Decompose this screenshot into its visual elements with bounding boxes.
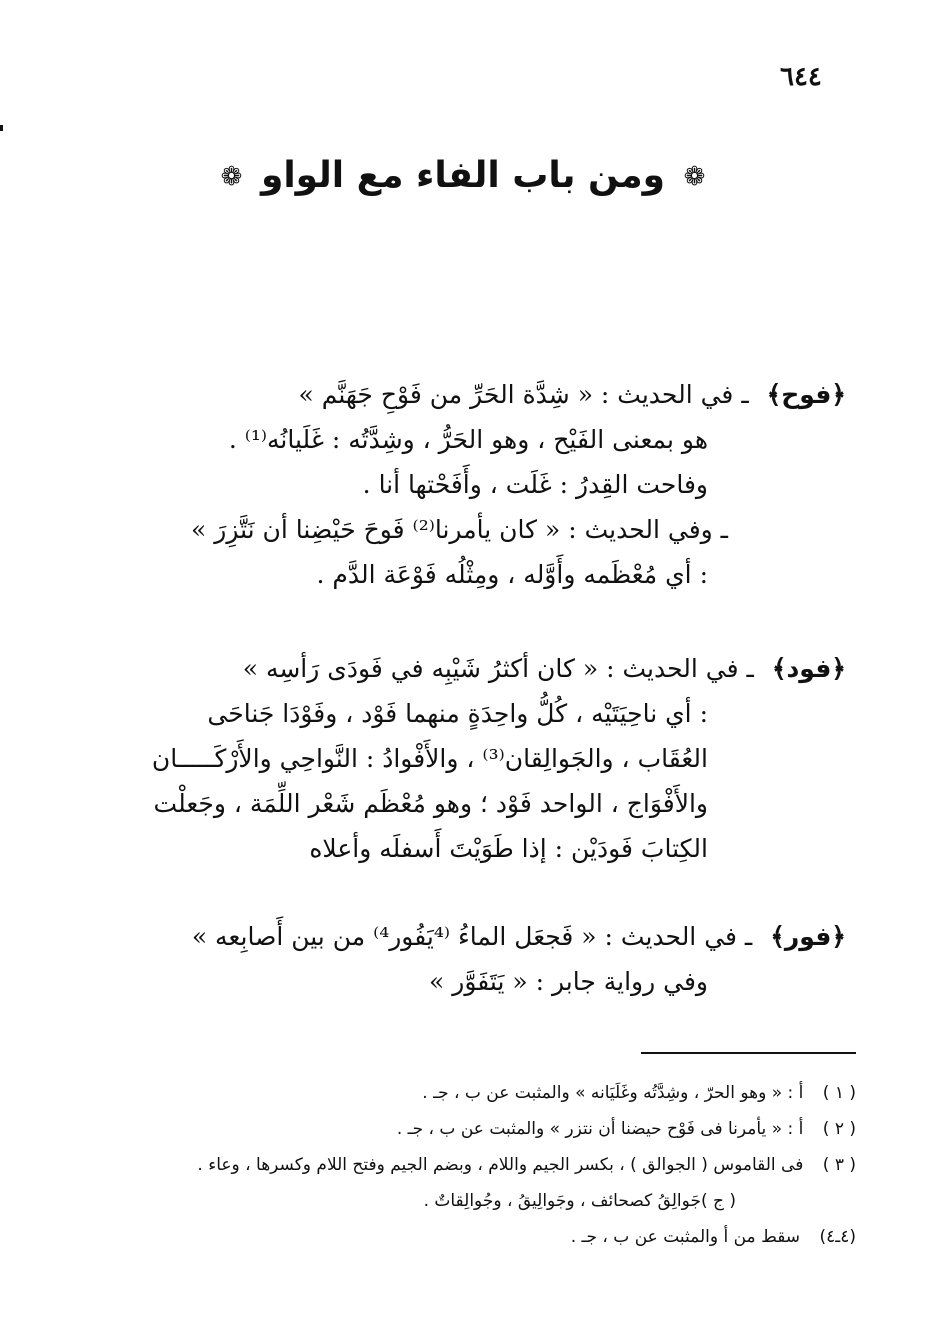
entry-line: هو بمعنى الفَيْح ، وهو الحَرُّ ، وشِدَّتُه : غَلَيانُه⁽¹⁾ . (228, 425, 708, 454)
ornament-icon: ❁ (683, 162, 706, 192)
footnote-continuation (66, 1183, 856, 1219)
footnote-number: ( ٢ ) (822, 1119, 856, 1139)
footnote-number: ( ١ ) (822, 1083, 856, 1103)
entry-text: ـ في الحديث : « كان أكثرُ شَيْبِه في فَودَى رَأسِه » (242, 654, 754, 683)
entry-line: العُقَاب ، والجَوالِقان⁽³⁾ ، والأَفْوادُ : النَّواحِي والأَرْكَـــــان (151, 744, 708, 773)
entry-fwd (86, 646, 846, 871)
entry-line: : أي ناحِيَتَيْه ، كُلُّ واحِدَةٍ منهما فَوْد ، وفَوْدَا جَناحَى (207, 699, 708, 728)
footnote-text: ( ج )جَوالِقُ كصحائف ، وجَوالِيقُ ، وجُوالِقاتٌ . (423, 1191, 736, 1211)
margin-mark (0, 125, 3, 131)
chapter-title-text: ومن باب الفاء مع الواو (260, 155, 666, 196)
entry-line: والأَفْوَاج ، الواحد فَوْد ؛ وهو مُعْظَم شَعْر اللِّمَة ، وجَعلْت (153, 789, 708, 818)
entry-line: الكِتابَ فَودَيْن : إذا طَوَيْتَ أَسفلَه وأعلاه (309, 834, 708, 863)
footnote-rule (641, 1052, 856, 1054)
headword: ﴿فوح﴾ (766, 380, 846, 409)
entry-text: ـ في الحديث : « شِدَّة الحَرِّ من فَوْحِ جَهَنَّم » (298, 380, 749, 409)
footnote-text: أ : « وهو الحرّ ، وشِدَّتُه وغَلَيَانه » والمثبت عن ب ، جـ . (422, 1083, 804, 1103)
ornament-icon: ❁ (220, 162, 243, 192)
footnote (66, 1075, 856, 1111)
entry-line: وفي رواية جابر : « يَتَفَوَّر » (429, 967, 708, 996)
chapter-title (0, 155, 926, 196)
headword: ﴿فور﴾ (770, 922, 846, 951)
footnote (66, 1147, 856, 1183)
entry-fwr (86, 914, 846, 1004)
footnote-number: ( ٣ ) (822, 1155, 856, 1175)
entry-fwh (86, 372, 846, 597)
footnote-number: (٤ـ٤) (819, 1227, 856, 1247)
entry-first-line (86, 372, 846, 417)
entry-line: ـ وفي الحديث : « كان يأمرنا⁽²⁾ فَوحَ حَيْضِنا أن نَتَّزِرَ » (191, 515, 728, 544)
entry-first-line (86, 646, 846, 691)
entry-line: وفاحت القِدرُ : غَلَت ، وأَفَحْتها أنا . (362, 470, 708, 499)
footnotes (66, 1075, 856, 1255)
footnote-text: سقط من أ والمثبت عن ب ، جـ . (570, 1227, 801, 1247)
headword: ﴿فود﴾ (771, 654, 846, 683)
page-number: ٦٤٤ (780, 62, 822, 92)
footnote-text: أ : « يأمرنا فى فَوْح حيضنا أن نتزر » والمثبت عن ب ، جـ . (396, 1119, 804, 1139)
footnote (66, 1219, 856, 1255)
footnote (66, 1111, 856, 1147)
entry-line: : أي مُعْظَمه وأَوَّله ، ومِثْلُه فَوْعَة الدَّم . (316, 560, 708, 589)
entry-first-line (86, 914, 846, 959)
footnote-text: فى القاموس ( الجوالق ) ، بكسر الجيم واللام ، وبضم الجيم وفتح اللام وكسرها ، وعاء . (197, 1155, 804, 1175)
entry-text: ـ في الحديث : « فَجعَل الماءُ ⁽⁴يَفُور⁴⁾ من بين أَصابِعه » (191, 922, 753, 951)
